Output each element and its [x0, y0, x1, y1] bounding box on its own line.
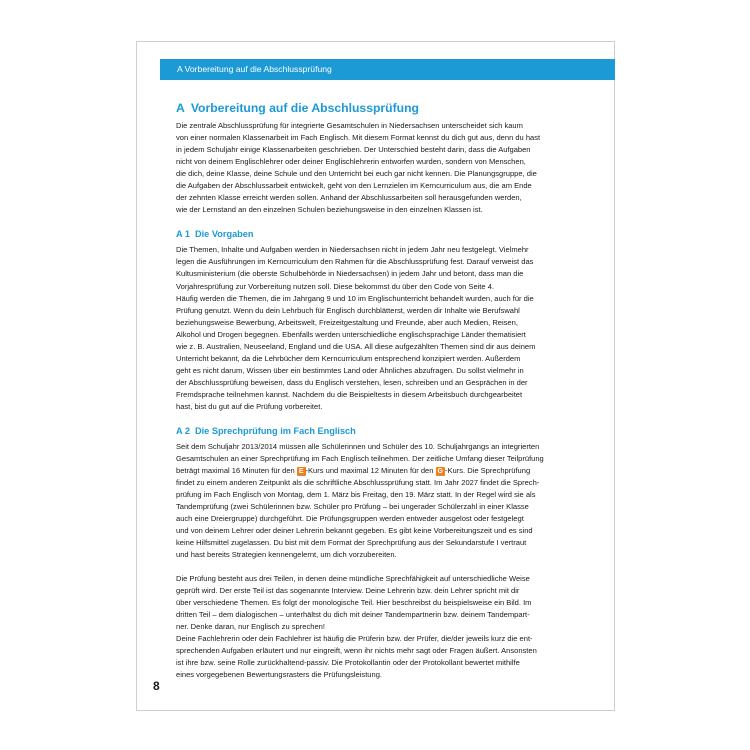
- paragraph-line: Gesamtschulen an einer Sprechprüfung im Fach Englisch teilnehmen. Der zeitliche Umfang dieser Teilprüfung: [176, 454, 544, 464]
- section-a-number: A: [176, 101, 185, 115]
- paragraph-line: über verschiedene Themen. Es folgt der monologische Teil. Hier beschreibst du beispielsweise ein Bild. Im: [176, 597, 532, 607]
- line-text: -Kurs. Die Sprechprüfung: [445, 466, 531, 476]
- paragraph-line: Die Themen, Inhalte und Aufgaben werden in Niedersachsen nicht in jedem Jahr neu festgelegt. Vielmehr: [176, 245, 529, 255]
- section-a1-paragraph: [176, 244, 600, 413]
- paragraph-line: Deine Fachlehrerin oder dein Fachlehrer ist häufig die Prüferin bzw. der Prüfer, die/der jeweils kurz die ent-: [176, 633, 533, 643]
- paragraph-line: Häufig werden die Themen, die im Jahrgang 9 und 10 im Englischunterricht behandelt wurden, auch für die: [176, 293, 534, 303]
- paragraph-line: geprüft wird. Der erste Teil ist das sogenannte Interview. Deine Lehrerin bzw. dein Lehrer spricht mit dir: [176, 585, 520, 595]
- paragraph-line: der Abschlussprüfung beweisen, dass du Englisch verstehen, lesen, schreiben und an Gesprächen in der: [176, 377, 528, 387]
- paragraph-line: auch eine Dreiergruppe) durchgeführt. Die Prüfungsgruppen werden entweder ausgelost oder festgelegt: [176, 514, 524, 524]
- paragraph-line: Die Prüfung besteht aus drei Teilen, in denen deine mündliche Sprechfähigkeit auf unterschiedliche Weise: [176, 573, 530, 583]
- paragraph-line: hast, bist du gut auf die Prüfung vorbereitet.: [176, 401, 323, 411]
- line-text: beträgt maximal 16 Minuten für den: [176, 466, 297, 476]
- section-a2-heading: [176, 425, 600, 438]
- paragraph-line: eines vorgegebenen Bewertungsrasters die Prüfungsleistung.: [176, 669, 382, 679]
- paragraph-line: von einer normalen Klassenarbeit im Fach Englisch. Mit diesem Format kennst du dich gut aus, denn du hast: [176, 133, 541, 143]
- paragraph-line: keine Hilfsmittel zugelassen. Du bist mit dem Format der Sprechprüfung aus der Sekundarstufe I vertraut: [176, 538, 527, 548]
- paragraph-line: Seit dem Schuljahr 2013/2014 müssen alle Schülerinnen und Schüler des 10. Schuljahrgangs an integrierten: [176, 442, 540, 452]
- paragraph-line: wie der Lernstand an den einzelnen Schulen beziehungsweise in den einzelnen Klassen ist.: [176, 205, 483, 215]
- paragraph-line: wie z. B. Australien, Neuseeland, England und die USA. All diese aufgezählten Themen sind dir aus deinem: [176, 341, 536, 351]
- paragraph-line: die Aufgaben der Abschlussarbeit entwickelt, geht von den Lernzielen im Kerncurriculum aus, die am Ende: [176, 181, 532, 191]
- section-a2-paragraph-2: [176, 573, 600, 681]
- paragraph-line: Tandemprüfung (zwei Schülerinnen bzw. Schüler pro Prüfung – bei ungerader Schülerzahl in einer Klasse: [176, 502, 529, 512]
- paragraph-line: Alkohol und Drogen begegnen. Ebenfalls werden unterschiedliche englischsprachige Länder thematisiert: [176, 329, 526, 339]
- paragraph-line: sprechenden Aufgaben erläutert und nur eingreift, wenn ihr nichts mehr sagt oder Fragen äußert. Ansonsten: [176, 645, 537, 655]
- paragraph-line: und hast bereits Strategien kennengelernt, um dich vorzubereiten.: [176, 550, 397, 560]
- paragraph-line: dritten Teil – dem dialogischen – unterhältst du dich mit deiner Tandempartnerin bzw. deinem Tandempart-: [176, 609, 530, 619]
- paragraph-line: Unterricht bekannt, da die Lehrbücher dem Kerncurriculum entsprechend konzipiert werden. Außerdem: [176, 353, 521, 363]
- paragraph-line: findet zu einem anderen Zeitpunkt als die schriftliche Abschlussprüfung statt. Im Jahr 2027 findet die Sprech-: [176, 478, 540, 488]
- paragraph-line: geht es nicht darum, Wissen über ein bestimmtes Land oder Ähnliches abzufragen. Du sollst vielmehr in: [176, 365, 524, 375]
- line-text: -Kurs und maximal 12 Minuten für den: [305, 466, 436, 476]
- paragraph-line: beziehungsweise Bewerbung, Arbeitswelt, Freizeitgestaltung und Freunde, aber auch Medien, Reisen,: [176, 317, 518, 327]
- section-a1-title: Die Vorgaben: [194, 229, 254, 240]
- section-a1-number: A 1: [176, 229, 190, 240]
- page-content: [176, 100, 600, 681]
- paragraph-line: legen die Ausführungen im Kerncurriculum den Rahmen für die Abschlussprüfung fest. Darauf verweist das: [176, 257, 534, 267]
- paragraph-line: prüfung im Fach Englisch von Montag, dem 1. März bis Freitag, den 19. März statt. In der Regel wird sie als: [176, 490, 536, 500]
- paragraph-line: die dich, deine Klasse, deine Schule und den Unterricht bei euch gar nicht kennen. Die Planungsgruppe, die: [176, 169, 537, 179]
- paragraph-line: und von deinem Lehrer oder deiner Lehrerin bekannt gegeben. Es gibt keine Vorbereitungszeit und es sind: [176, 526, 533, 536]
- paragraph-line: Kultusministerium (die oberste Schulbehörde in Niedersachsen) in jedem Jahr und betont, dass man die: [176, 269, 524, 279]
- section-a-title: Vorbereitung auf die Abschlussprüfung: [190, 101, 419, 115]
- section-a-heading: [176, 100, 600, 116]
- paragraph-line-with-badges: [176, 465, 600, 477]
- paragraph-line: in jedem Schuljahr einige Klassenarbeiten geschrieben. Der Unterschied besteht darin, dass die Aufgaben: [176, 145, 531, 155]
- paragraph-line: ist ihre bzw. seine Rolle zurückhaltend-passiv. Die Protokollantin oder der Protokollant bewertet mithilfe: [176, 657, 520, 667]
- section-a-paragraph: [176, 120, 600, 216]
- e-course-badge: E: [298, 468, 304, 476]
- section-a2-number: A 2: [176, 426, 190, 437]
- paragraph-line: Vorjahresprüfung zur Vorbereitung nutzen soll. Diese bekommst du über den Code von Seite 4.: [176, 281, 494, 291]
- page-number: 8: [153, 679, 160, 693]
- paragraph-line: Fremdsprache teilnehmen kannst. Nachdem du die Beispieltests in diesem Arbeitsbuch durchgearbeitet: [176, 389, 523, 399]
- paragraph-line: Die zentrale Abschlussprüfung für integrierte Gesamtschulen in Niedersachsen unterscheidet sich kaum: [176, 121, 523, 130]
- section-a2-paragraph-1: [176, 441, 600, 561]
- paragraph-line: ner. Denke daran, nur Englisch zu sprechen!: [176, 621, 325, 631]
- g-course-badge: G: [437, 468, 443, 476]
- paragraph-line: nicht von deinem Englischlehrer oder deiner Englischlehrerin entworfen wurden, sondern von Menschen,: [176, 157, 526, 167]
- paragraph-line: Prüfung genutzt. Wenn du dein Lehrbuch für Englisch durchblätterst, werden dir Inhalte wie Berufswahl: [176, 305, 520, 315]
- running-header-title: A Vorbereitung auf die Abschlussprüfung: [177, 64, 332, 74]
- section-a2-title: Die Sprechprüfung im Fach Englisch: [194, 426, 356, 437]
- running-header: [160, 59, 615, 80]
- section-a1-heading: [176, 228, 600, 241]
- paragraph-line: der zehnten Klasse erreicht werden sollen. Anhand der Abschlussarbeiten soll herausgefunden werden,: [176, 193, 522, 203]
